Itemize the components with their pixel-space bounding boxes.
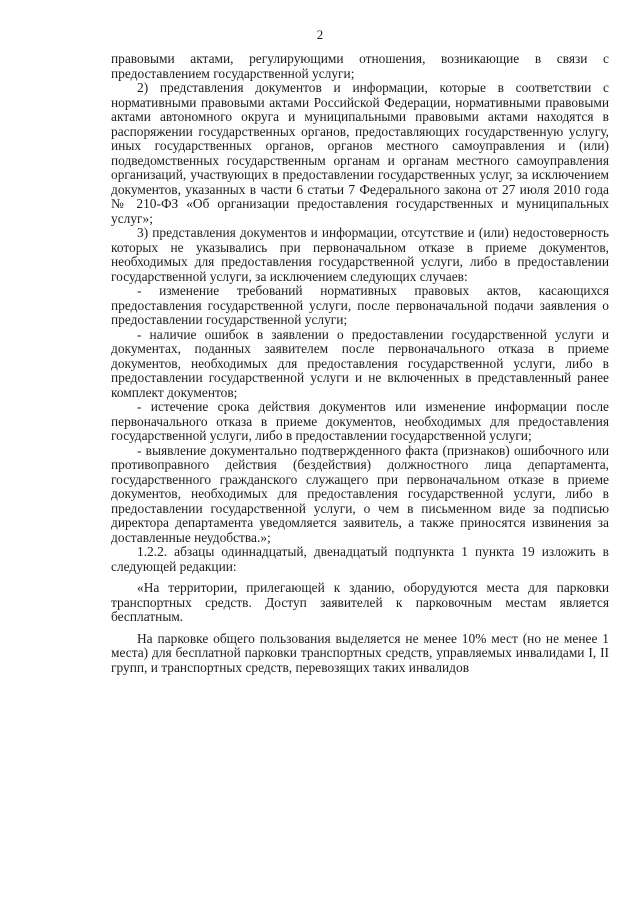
- list-item-document-expiry: - истечение срока действия документов или изменение информации после первоначального отказа в приеме документов, необходимых для предоставления государственной услуги, либо в предоставлении государственной услуги;: [111, 399, 609, 443]
- paragraph-continuation: правовыми актами, регулирующими отношения, возникающие в связи с предоставлением государственной услуги;: [111, 51, 609, 81]
- paragraph-parking-disabled: На парковке общего пользования выделяется не менее 10% мест (но не менее 1 места) для бесплатной парковки транспортных средств, управляемых инвалидами I, II групп, и транспортных средств, перевозящих таких инвалидов: [111, 630, 609, 675]
- paragraph-parking-territory: «На территории, прилегающей к зданию, оборудуются места для парковки транспортных средств. Доступ заявителей к парковочным местам является бесплатным.: [111, 580, 609, 624]
- document-body: [111, 52, 609, 675]
- paragraph-item-3: 3) представления документов и информации, отсутствие и (или) недостоверность которых не указывались при первоначальном отказе в приеме документов, необходимых для предоставления государственной услуги, либо в предоставлении государственной услуги, за исключением следующих случаев:: [111, 225, 609, 284]
- paragraph-1-2-2: 1.2.2. абзацы одиннадцатый, двенадцатый подпункта 1 пункта 19 изложить в следующей редакции:: [111, 544, 609, 574]
- list-item-erroneous-action: - выявление документально подтвержденного факта (признаков) ошибочного или противоправного действия (бездействия) должностного лица департамента, государственного гражданского служащего при первоначальном отказе в приеме документов, необходимых для предоставления государственной услуги, либо в предоставлении государственной услуги, о чем в письменном виде за подписью директора департамента уведомляется заявитель, а также приносятся извинения за доставленные неудобства.»;: [111, 442, 609, 545]
- list-item-change-requirements: - изменение требований нормативных правовых актов, касающихся предоставления государственной услуги, после первоначальной подачи заявления о предоставлении государственной услуги;: [111, 283, 609, 327]
- paragraph-item-2: 2) представления документов и информации, которые в соответствии с нормативными правовыми актами Российской Федерации, нормативными правовыми актами автономного округа и муниципальными правовыми актами находятся в распоряжении государственных органов, предоставляющих государственную услугу, иных государственных органов, органов местного самоуправления и (или) подведомственных государственным органам и органам местного самоуправления организаций, участвующих в предоставлении государственных услуг, за исключением документов, указанных в части 6 статьи 7 Федерального закона от 27 июля 2010 года № 210-ФЗ «Об организации предоставления государственных и муниципальных услуг»;: [111, 80, 609, 226]
- list-item-errors-in-application: - наличие ошибок в заявлении о предоставлении государственной услуги и документах, поданных заявителем после первоначального отказа в приеме документов, необходимых для предоставления государственной услуги, либо в предоставлении государственной услуги и не включенных в представленный ранее комплект документов;: [111, 326, 609, 400]
- page-number: 2: [316, 27, 324, 42]
